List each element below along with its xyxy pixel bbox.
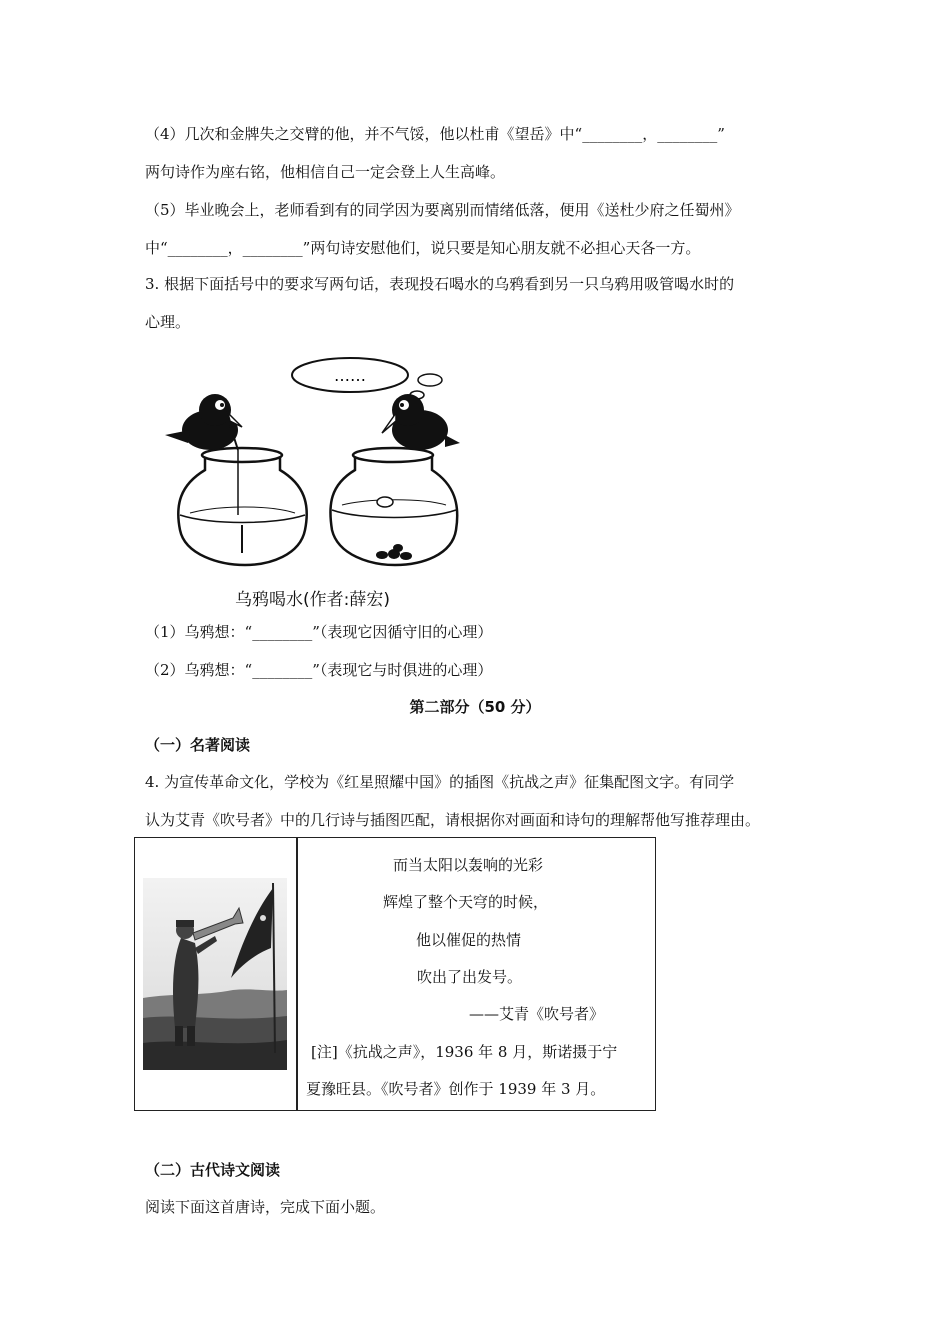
q2-4-line2: 两句诗作为座右铭，他相信自己一定会登上人生高峰。 xyxy=(145,163,506,181)
q2-5-line2: 中“________，________”两句诗安慰他们，说只要是知心朋友就不必担心天各一方。 xyxy=(145,239,701,257)
section2-intro: 阅读下面这首唐诗，完成下面小题。 xyxy=(145,1198,386,1216)
q3-line1: 3. 根据下面括号中的要求写两句话，表现投石喝水的乌鸦看到另一只乌鸦用吸管喝水时的 xyxy=(145,275,735,293)
q3-line2: 心理。 xyxy=(145,313,191,331)
illustration-caption: 乌鸦喝水(作者:薛宏) xyxy=(235,590,390,610)
q3-sub2: （2）乌鸦想：“________”（表现它与时俱进的心理） xyxy=(145,661,493,679)
q2-5-line1: （5）毕业晚会上，老师看到有的同学因为要离别而情绪低落，便用《送杜少府之任蜀州》 xyxy=(145,201,740,219)
right-crow xyxy=(382,394,460,450)
crow-drinking-illustration xyxy=(160,355,470,575)
poem-line-2: 辉煌了整个天穹的时候， xyxy=(383,893,549,911)
section1-heading: （一）名著阅读 xyxy=(145,736,251,754)
poem-line-4: 吹出了出发号。 xyxy=(417,968,523,986)
section2-heading: （二）古代诗文阅读 xyxy=(145,1161,281,1179)
poem-note-line-2: 夏豫旺县。《吹号者》创作于 1939 年 3 月。 xyxy=(306,1080,606,1098)
q3-sub1: （1）乌鸦想：“________”（表现它因循守旧的心理） xyxy=(145,623,493,641)
q4-line1: 4. 为宣传革命文化，学校为《红星照耀中国》的插图《抗战之声》征集配图文字。有同学 xyxy=(145,773,735,791)
speech-bubble-text: …… xyxy=(334,366,366,385)
poem-attribution: ——艾青《吹号者》 xyxy=(469,1005,605,1023)
left-crow xyxy=(165,394,242,450)
poem-line-3: 他以催促的热情 xyxy=(416,931,522,949)
q2-4-line1: （4）几次和金牌失之交臂的他，并不气馁，他以杜甫《望岳》中“________，________” xyxy=(145,125,725,143)
poem-note-line-1: [注]《抗战之声》，1936 年 8 月，斯诺摄于宁 xyxy=(311,1043,618,1061)
q4-line2: 认为艾青《吹号者》中的几行诗与插图匹配，请根据你对画面和诗句的理解帮他写推荐理由。 xyxy=(145,811,761,829)
poem-line-1: 而当太阳以轰响的光彩 xyxy=(393,856,544,874)
right-jar xyxy=(330,448,457,565)
poem-table xyxy=(134,837,656,1111)
left-jar xyxy=(178,448,306,565)
part2-title: 第二部分（50 分） xyxy=(409,698,541,716)
bugler-photo xyxy=(143,878,287,1070)
